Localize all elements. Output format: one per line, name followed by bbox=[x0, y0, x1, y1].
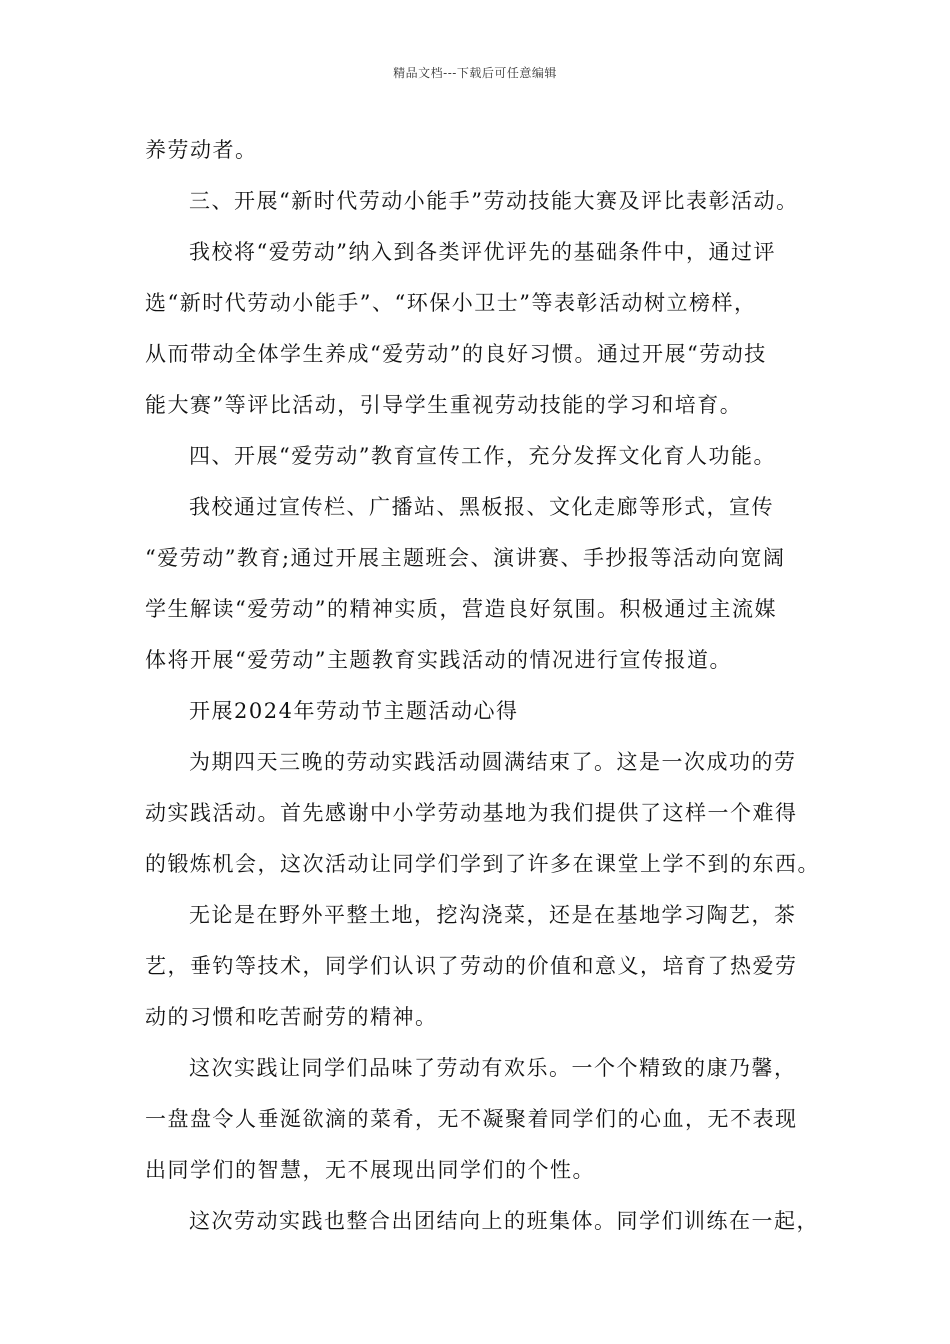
section-heading: 四、开展“爱劳动”教育宣传工作，充分发挥文化育人功能。 bbox=[189, 444, 776, 468]
text-line: 无论是在野外平整土地，挖沟浇菜，还是在基地学习陶艺，茶 bbox=[189, 903, 797, 927]
text-line: “爱劳动”教育;通过开展主题班会、演讲赛、手抄报等活动向宽阔 bbox=[145, 546, 786, 570]
text-line: 动实践活动。首先感谢中小学劳动基地为我们提供了这样一个难得 bbox=[145, 801, 798, 825]
document-body bbox=[145, 125, 825, 1247]
text-line: 一盘盘令人垂涎欲滴的菜肴，无不凝聚着同学们的心血，无不表现 bbox=[145, 1107, 798, 1131]
article-title: 开展2024年劳动节主题活动心得 bbox=[189, 699, 519, 723]
text-line: 体将开展“爱劳动”主题教育实践活动的情况进行宣传报道。 bbox=[145, 648, 732, 672]
text-line: 动的习惯和吃苦耐劳的精神。 bbox=[145, 1005, 438, 1029]
page-header: 精品文档---下载后可任意编辑 bbox=[393, 66, 557, 80]
text-line: 出同学们的智慧，无不展现出同学们的个性。 bbox=[145, 1158, 595, 1182]
text-line: 为期四天三晚的劳动实践活动圆满结束了。这是一次成功的劳 bbox=[189, 750, 797, 774]
text-line: 这次实践让同学们品味了劳动有欢乐。一个个精致的康乃馨， bbox=[189, 1056, 797, 1080]
text-line: 的锻炼机会，这次活动让同学们学到了许多在课堂上学不到的东西。 bbox=[145, 852, 820, 876]
text-line: 我校通过宣传栏、广播站、黑板报、文化走廊等形式，宣传 bbox=[189, 495, 774, 519]
text-line: 养劳动者。 bbox=[145, 138, 258, 162]
text-line: 学生解读“爱劳动”的精神实质，营造良好氛围。积极通过主流媒 bbox=[145, 597, 777, 621]
text-line: 我校将“爱劳动”纳入到各类评优评先的基础条件中，通过评 bbox=[189, 240, 776, 264]
text-line: 艺，垂钓等技术，同学们认识了劳动的价值和意义，培育了热爱劳 bbox=[145, 954, 798, 978]
text-line: 选“新时代劳动小能手”、“环保小卫士”等表彰活动树立榜样， bbox=[145, 291, 757, 315]
text-line: 从而带动全体学生养成“爱劳动”的良好习惯。通过开展“劳动技 bbox=[145, 342, 767, 366]
section-heading: 三、开展“新时代劳动小能手”劳动技能大赛及评比表彰活动。 bbox=[189, 189, 799, 213]
text-line: 能大赛”等评比活动，引导学生重视劳动技能的学习和培育。 bbox=[145, 393, 743, 417]
text-line: 这次劳动实践也整合出团结向上的班集体。同学们训练在一起， bbox=[189, 1209, 819, 1233]
